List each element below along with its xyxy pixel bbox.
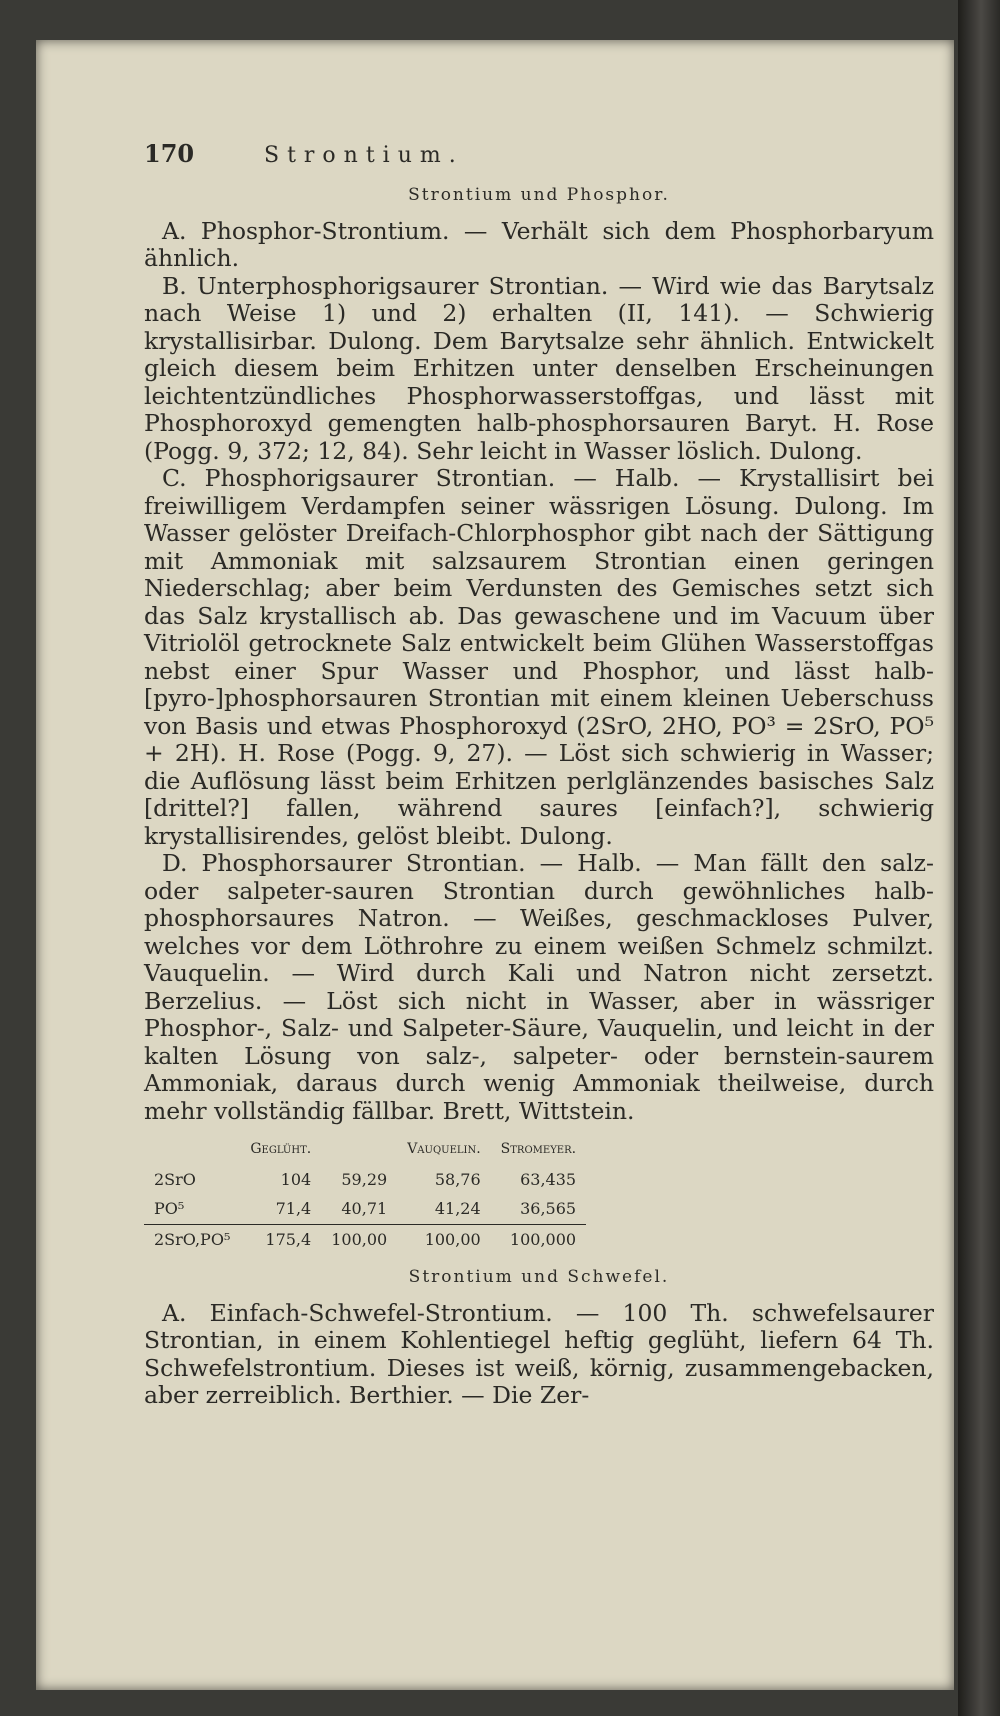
table-header: Vauquelin. — [407, 1141, 481, 1157]
table-cell: 104 — [280, 1169, 312, 1189]
table-cell: 100,00 — [321, 1224, 397, 1254]
table-total-row — [144, 1224, 586, 1254]
section-title: Strontium und Schwefel. — [408, 1267, 670, 1287]
table-cell: 100,000 — [491, 1224, 586, 1254]
table-header: Geglüht. — [250, 1141, 312, 1157]
table-cell: 41,24 — [434, 1199, 481, 1218]
book-page — [36, 40, 954, 1690]
table-cell: 40,71 — [341, 1199, 388, 1218]
table-header — [321, 1135, 397, 1165]
table-header-row — [144, 1135, 586, 1165]
paragraph-d: D. Phosphorsaurer Strontian. — Halb. — Man fällt den salz- oder salpeter-sauren Strontian durch gewöhnliches halb-phosphorsaures Natron. — Weißes, geschmackloses Pulver, welches vor dem Löthrohre zu einem weißen Schmelz schmilzt. Vauquelin. — Wird durch Kali und Natron nicht zersetzt. Berzelius. — Löst sich nicht in Wasser, aber in wässriger Phosphor-, Salz- und Salpeter-Säure, Vauquelin, und leicht in der kalten Lösung von salz-, salpeter- oder bernstein-saurem Ammoniak, daraus durch wenig Ammoniak theilweise, durch mehr vollständig fällbar. Brett, Wittstein. — [144, 849, 934, 1125]
table-header: Stromeyer. — [500, 1141, 577, 1157]
table-cell: 63,435 — [520, 1169, 577, 1189]
paragraph-a: A. Phosphor-Strontium. — Verhält sich dem Phosphorbaryum ähnlich. — [144, 216, 934, 272]
table-header — [144, 1135, 240, 1165]
section-title: Strontium und Phosphor. — [408, 185, 670, 205]
table-cell: 59,29 — [341, 1169, 388, 1189]
book-spine — [958, 0, 1000, 1716]
table-cell: 100,00 — [397, 1224, 490, 1254]
table-row — [144, 1194, 586, 1224]
page-number: 170 — [144, 139, 195, 168]
paragraph-b: B. Unterphosphorigsaurer Strontian. — Wird wie das Barytsalz nach Weise 1) und 2) erhalten (II, 141). — Schwierig krystallisirbar. Dulong. Dem Barytsalze sehr ähnlich. Entwickelt gleich diesem beim Erhitzen unter denselben Erscheinungen leichtentzündliches Phosphorwasserstoffgas, und lässt mit Phosphoroxyd gemengten halb-phosphorsauren Baryt. H. Rose (Pogg. 9, 372; 12, 84). Sehr leicht in Wasser löslich. Dulong. — [144, 271, 934, 465]
table-cell: 175,4 — [240, 1224, 321, 1254]
table-cell: PO⁵ — [154, 1199, 185, 1218]
table-cell: 71,4 — [275, 1199, 312, 1218]
table-cell: 2SrO — [154, 1169, 196, 1189]
paragraph-c: C. Phosphorigsaurer Strontian. — Halb. — Krystallisirt bei freiwilligem Verdampfen seiner wässrigen Lösung. Dulong. Im Wasser gelöster Dreifach-Chlorphosphor gibt nach der Sättigung mit Ammoniak mit salzsaurem Strontian einen geringen Niederschlag; aber beim Verdunsten des Gemisches setzt sich das Salz krystallisch ab. Das gewaschene und im Vacuum über Vitriolöl getrocknete Salz entwickelt beim Glühen Wasserstoffgas nebst einer Spur Wasser und Phosphor, und lässt halb-[pyro-]phosphorsauren Strontian mit einem kleinen Ueberschuss von Basis und etwas Phosphoroxyd (2SrO, 2HO, PO³ = 2SrO, PO⁵ + 2H). H. Rose (Pogg. 9, 27). — Löst sich schwierig in Wasser; die Auflösung lässt beim Erhitzen perlglänzendes basisches Salz [drittel?] fallen, während saures [einfach?], schwierig krystallisirendes, gelöst bleibt. Dulong. — [144, 464, 934, 850]
page-text — [144, 140, 934, 1410]
page-header — [144, 140, 934, 180]
table-cell: 36,565 — [520, 1199, 577, 1218]
table-cell: 58,76 — [434, 1169, 481, 1189]
table-row — [144, 1165, 586, 1195]
paragraph-sulfur-a: A. Einfach-Schwefel-Strontium. — 100 Th. schwefelsaurer Strontian, in einem Kohlentiegel heftig geglüht, liefern 64 Th. Schwefelstrontium. Dieses ist weiß, körnig, zusammengebacken, aber zerreiblich. Berthier. — Die Zer- — [144, 1298, 934, 1409]
table-cell: 2SrO,PO⁵ — [144, 1224, 240, 1254]
composition-table — [144, 1135, 586, 1254]
running-title: Strontium. — [264, 143, 464, 168]
